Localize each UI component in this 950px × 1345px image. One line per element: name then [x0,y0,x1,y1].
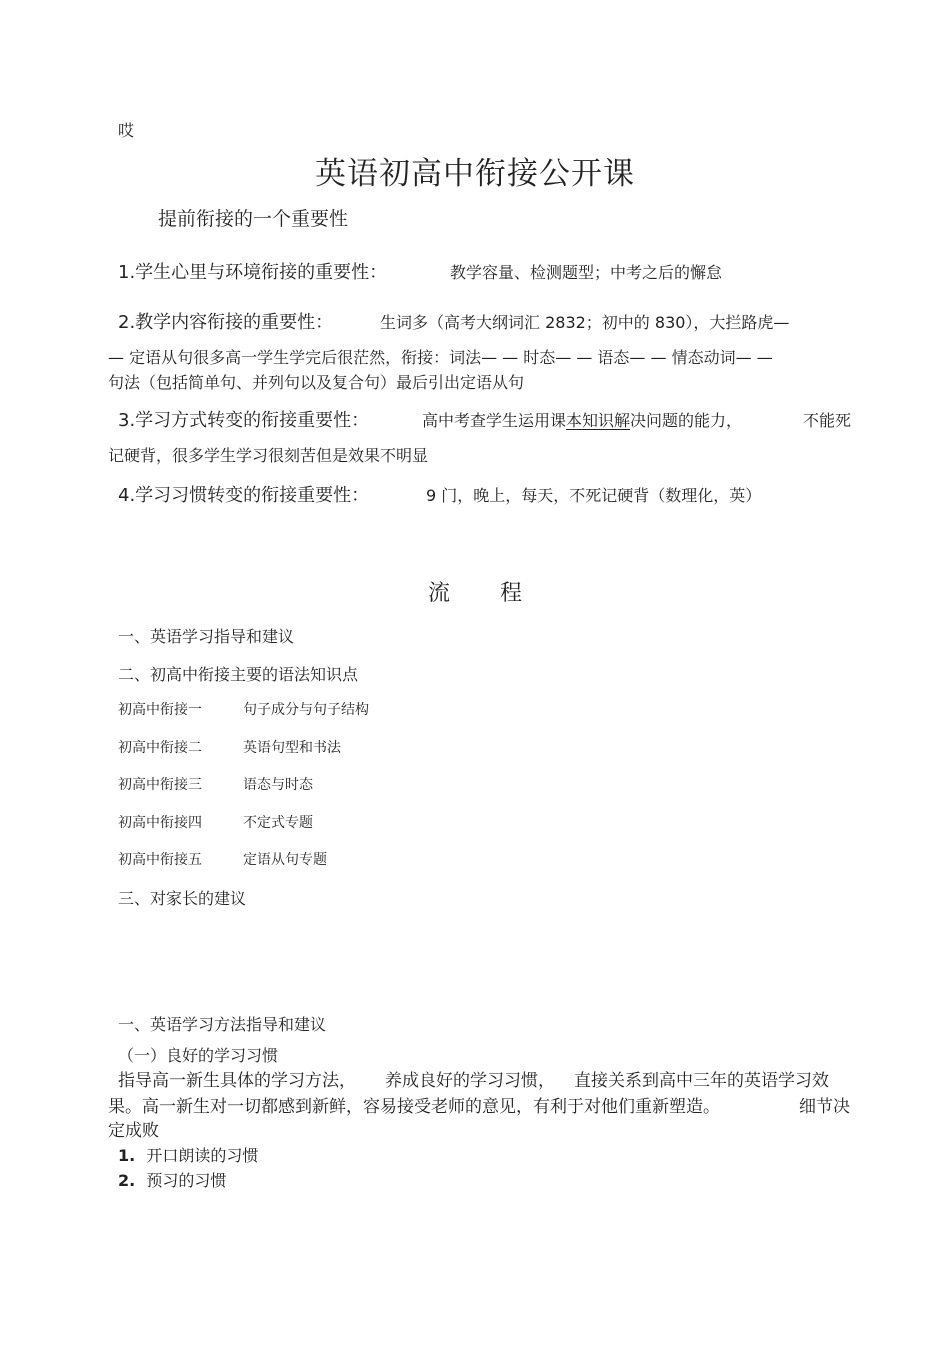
point-2-continuation-1: — 定语从句很多高一学生学完后很茫然，衔接：词法— — 时态— — 语态— — 情态动词— — [108,348,773,367]
method-para2-part-b: 细节决 [799,1097,850,1117]
method-item [118,1168,226,1191]
flow-row-topic: 句子成分与句子结构 [243,702,369,718]
method-item-number: 2. [118,1171,136,1190]
point-1-label: 1.学生心里与环境衔接的重要性： [118,262,388,283]
point-4-detail: 9 门，晚上，每天，不死记硬背（数理化，英） [426,486,762,505]
method-para2-part-a: 果。高一新生对一切都感到新鲜，容易接受老师的意见，有利于对他们重新塑造。 [108,1097,720,1117]
point-3-label: 3.学习方式转变的衔接重要性： [118,410,370,431]
point-1-detail: 教学容量、检测题型；中考之后的懈怠 [450,263,723,282]
corner-character: 哎 [118,121,135,140]
method-item-text: 开口朗读的习惯 [146,1146,259,1165]
method-para3: 定成败 [108,1121,159,1141]
method-para-part-b: 养成良好的学习习惯， [385,1071,555,1091]
method-heading: 一、英语学习方法指导和建议 [118,1015,327,1034]
flow-row-name: 初高中衔接一 [118,702,202,718]
point-3-continuation: 记硬背，很多学生学习很刻苦但是效果不明显 [108,446,429,465]
point-2-label: 2.教学内容衔接的重要性： [118,312,334,333]
flow-title-char-1: 流 [427,581,450,606]
flow-section-2: 二、初高中衔接主要的语法知识点 [118,665,359,684]
point-3-detail-pre: 高中考查学生运用课 [422,411,567,430]
point-3-detail-post: 决问题的能力， [630,411,743,430]
flow-row-topic: 英语句型和书法 [243,740,341,756]
flow-row-topic: 定语从句专题 [243,852,327,868]
flow-row-topic: 语态与时态 [243,777,313,793]
flow-row-name: 初高中衔接二 [118,740,202,756]
point-3-detail-tail: 不能死 [803,411,852,430]
point-3-detail-underlined: 本知识解 [566,411,631,430]
flow-section-1: 一、英语学习指导和建议 [118,627,295,646]
flow-row-name: 初高中衔接五 [118,852,202,868]
method-subheading: （一）良好的学习习惯 [118,1046,279,1065]
method-item-number: 1. [118,1146,136,1165]
point-3-detail [422,408,742,431]
method-item-text: 预习的习惯 [146,1171,227,1190]
point-2-continuation-2: 句法（包括简单句、并列句以及复合句）最后引出定语从句 [108,373,525,392]
page-title: 英语初高中衔接公开课 [315,156,635,192]
flow-section-3: 三、对家长的建议 [118,889,247,908]
point-4-label: 4.学习习惯转变的衔接重要性： [118,485,370,506]
flow-row-name: 初高中衔接四 [118,815,202,831]
method-para-part-c: 直接关系到高中三年的英语学习效 [574,1071,829,1091]
flow-title-char-2: 程 [500,581,523,606]
flow-row-name: 初高中衔接三 [118,777,202,793]
subtitle: 提前衔接的一个重要性 [158,208,349,230]
point-2-detail: 生词多（高考大纲词汇 2832；初中的 830），大拦路虎— [380,313,790,332]
method-para-part-a: 指导高一新生具体的学习方法， [118,1071,356,1091]
method-item [118,1143,258,1166]
flow-row-topic: 不定式专题 [243,815,313,831]
flow-title [0,576,950,607]
